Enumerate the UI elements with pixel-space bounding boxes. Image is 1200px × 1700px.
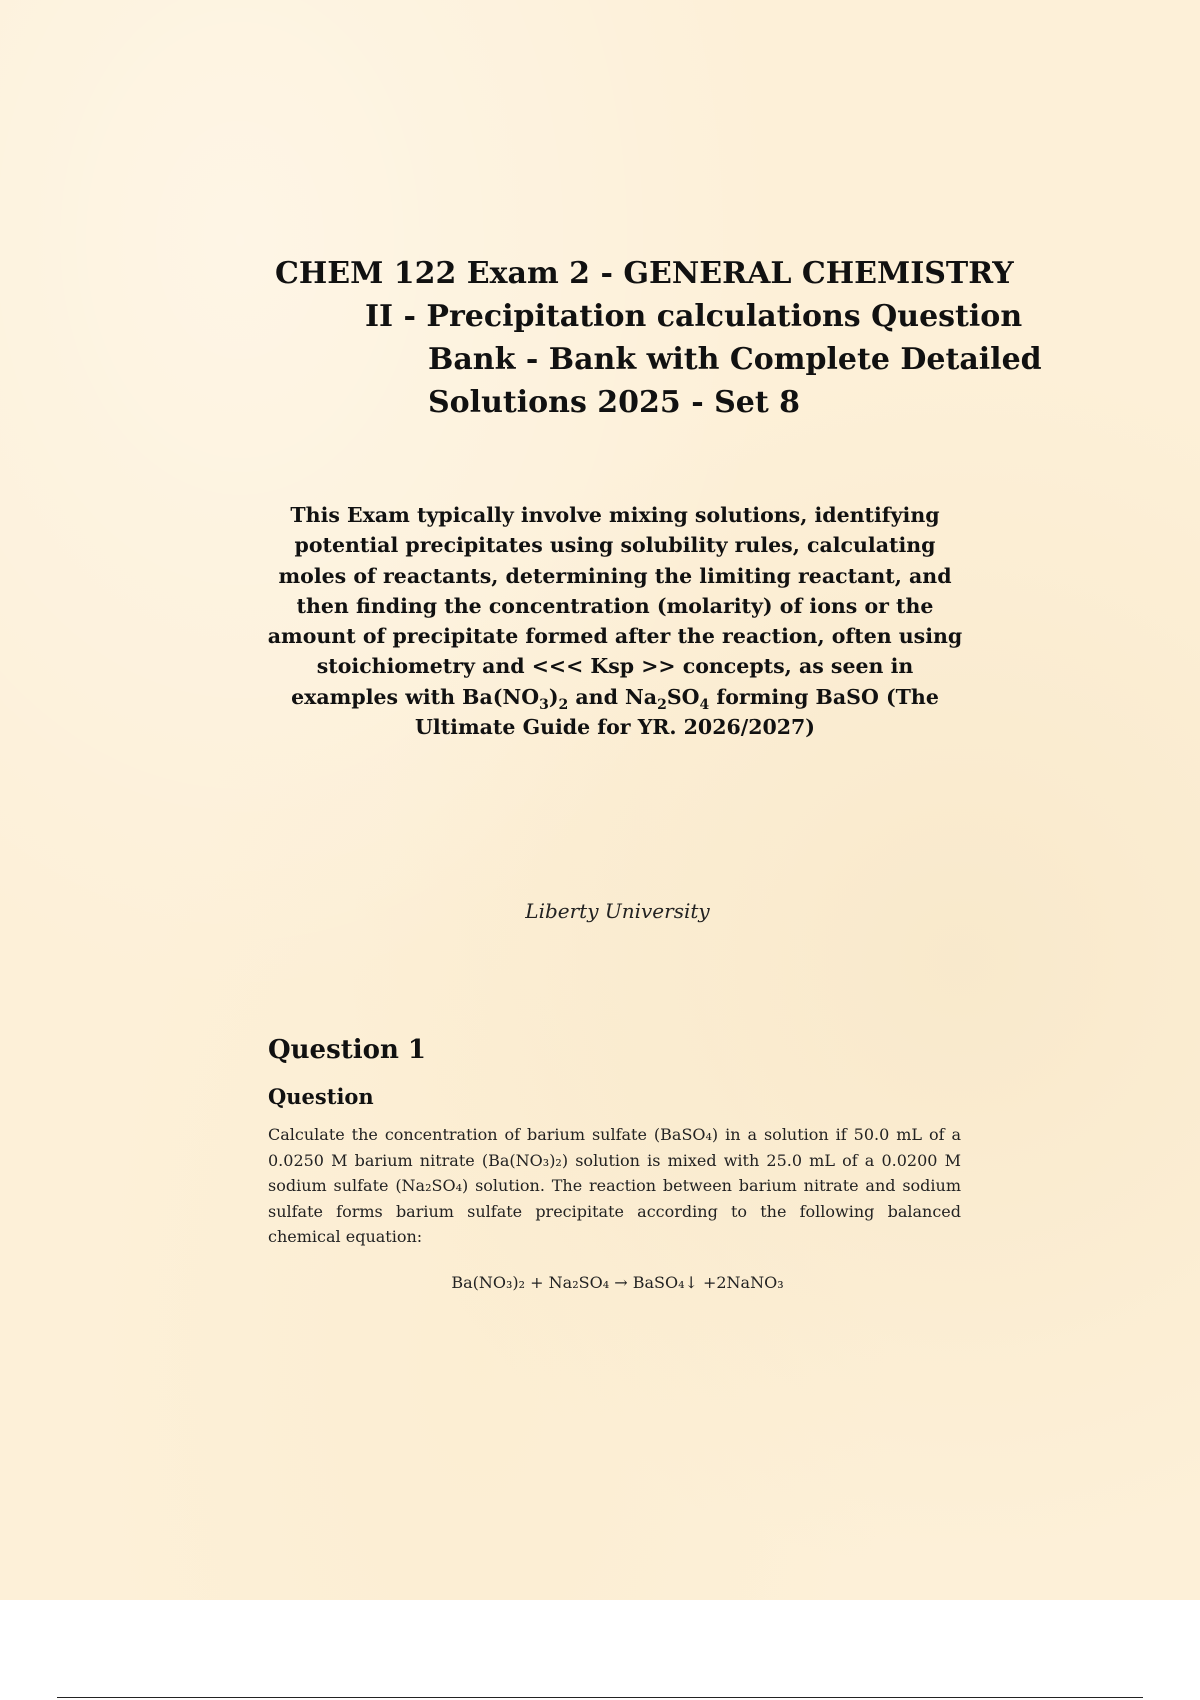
intro-subscript-1: 3 — [539, 696, 549, 713]
document-title — [275, 252, 1042, 424]
question-heading: Question 1 — [268, 1035, 427, 1065]
intro-text-5: forming BaSO (The Ultimate Guide for YR. 2026/2027) — [415, 684, 939, 740]
question-subheading: Question — [268, 1084, 374, 1109]
title-line-2: II - Precipitation calculations Question — [365, 299, 1023, 334]
intro-text-1: This Exam typically involve mixing solutions, identifying potential precipitates using solubility rules, calculating moles of reactants, determining the limiting reactant, and then finding the concentration (molarity) of ions or the amount of precipitate formed after the reaction, often using stoichiometry and <<< Ksp >> concepts, as seen in examples with Ba(NO — [267, 503, 963, 709]
intro-subscript-2: 2 — [558, 696, 569, 713]
title-line-1: CHEM 122 Exam 2 - GENERAL CHEMISTRY — [275, 256, 1014, 291]
chemical-equation: Ba(NO₃)₂ + Na₂SO₄ → BaSO₄↓ +2NaNO₃ — [451, 1273, 784, 1292]
intro-text-4: SO — [666, 684, 700, 709]
intro-text-2: ) — [548, 684, 559, 709]
intro-text-3: and Na — [568, 684, 658, 709]
footer-divider — [57, 1697, 1143, 1698]
intro-subscript-3: 2 — [657, 696, 667, 713]
question-body: Calculate the concentration of barium sulfate (BaSO₄) in a solution if 50.0 mL of a 0.0250 M barium nitrate (Ba(NO₃)₂) solution is mixed with 25.0 mL of a 0.0200 M sodium sulfate (Na₂SO₄) solution. The reaction between barium nitrate and sodium sulfate forms barium sulfate precipitate according to the following balanced chemical equation: — [268, 1125, 961, 1246]
title-line-3: Bank - Bank with Complete Detailed — [428, 342, 1042, 377]
title-line-4: Solutions 2025 - Set 8 — [428, 385, 801, 420]
intro-paragraph — [265, 500, 965, 742]
intro-subscript-4: 4 — [699, 696, 710, 713]
university-name: Liberty University — [525, 899, 710, 923]
